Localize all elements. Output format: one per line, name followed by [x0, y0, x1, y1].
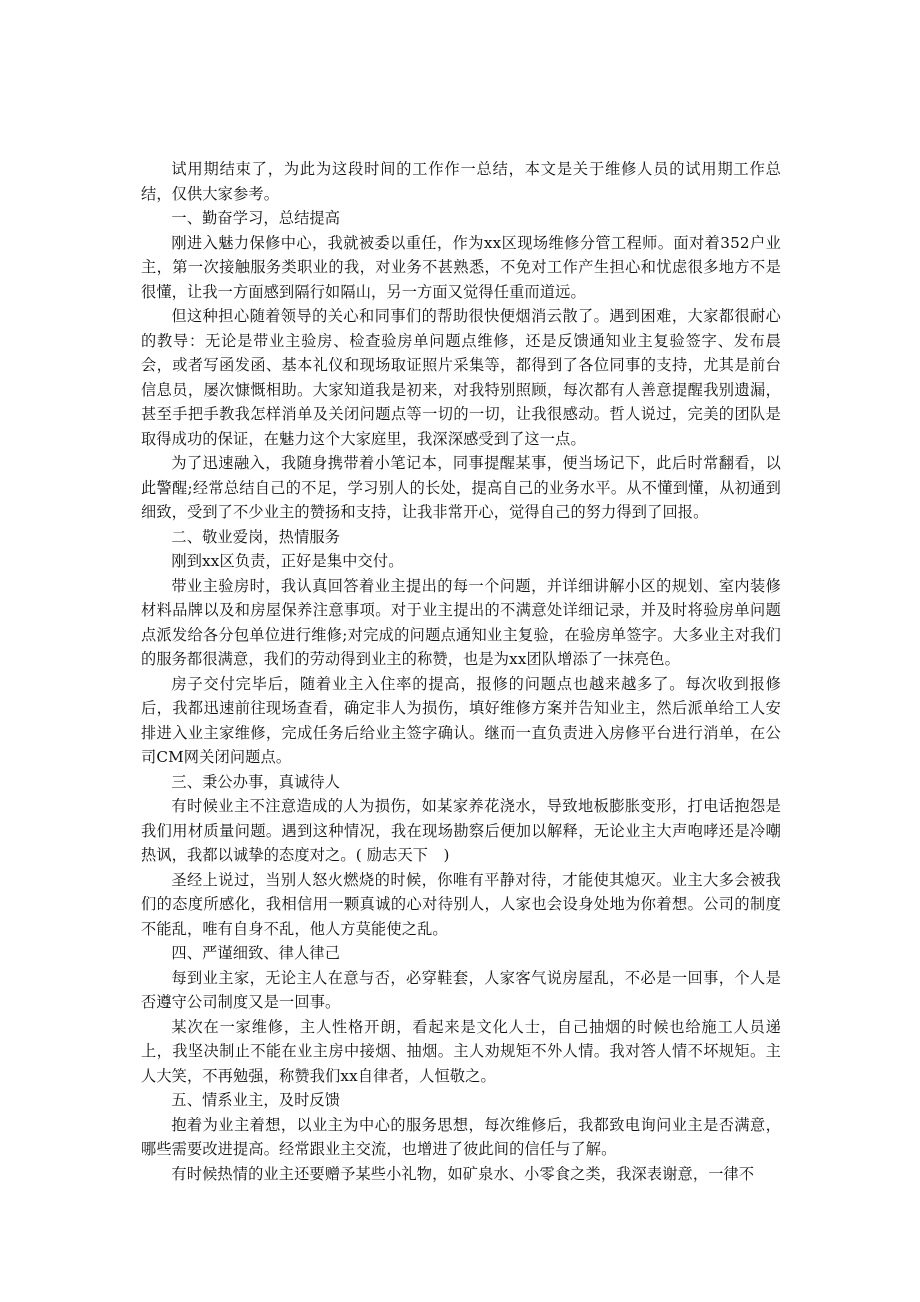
paragraph: 但这种担心随着领导的关心和同事们的帮助很快便烟消云散了。遇到困难，大家都很耐心的教导：无论是带业主验房、检查验房单问题点维修，还是反馈通知业主复验签字、发布晨会，或者写函发函、基本礼仪和现场取证照片采集等，都得到了各位同事的支持，尤其是前台信息员，屡次慷慨相助。大家知道我是初来，对我特别照顾，每次都有人善意提醒我别遗漏，甚至手把手教我怎样消单及关闭问题点等一切的一切，让我很感动。哲人说过，完美的团队是取得成功的保证，在魅力这个大家庭里，我深深感受到了这一点。	[141, 307, 781, 448]
section-heading-3: 三、秉公办事，真诚待人	[171, 772, 341, 791]
document-body	[141, 157, 781, 1186]
paragraph: 每到业主家，无论主人在意与否，必穿鞋套，人家客气说房屋乱，不必是一回事，个人是否遵守公司制度又是一回事。	[141, 968, 781, 1011]
paragraph: 有时候热情的业主还要赠予某些小礼物，如矿泉水、小零食之类，我深表谢意，一律不	[171, 1164, 755, 1183]
paragraph: 有时候业主不注意造成的人为损伤，如某家养花浇水，导致地板膨胀变形，打电话抱怨是我们用材质量问题。遇到这种情况，我在现场勘察后便加以解释，无论业主大声咆哮还是冷嘲热讽，我都以诚挚的态度对之。( 励志天下 )	[141, 797, 781, 864]
paragraph: 圣经上说过，当别人怒火燃烧的时候，你唯有平静对待，才能使其熄灭。业主大多会被我们的态度所感化，我相信用一颗真诚的心对待别人，人家也会设身处地为你着想。公司的制度不能乱，唯有自身不乱，他人方莫能使之乱。	[141, 870, 781, 938]
paragraph: 刚到xx区负责，正好是集中交付。	[171, 552, 404, 570]
intro-paragraph: 试用期结束了，为此为这段时间的工作作一总结，本文是关于维修人员的试用期工作总结，仅供大家参考。	[141, 160, 781, 203]
paragraph: 抱着为业主着想，以业主为中心的服务思想，每次维修后，我都致电询问业主是否满意，哪些需要改进提高。经常跟业主交流，也增进了彼此间的信任与了解。	[141, 1115, 781, 1158]
section-heading-5: 五、情系业主，及时反馈	[171, 1091, 341, 1109]
section-heading-1: 一、勤奋学习，总结提高	[171, 209, 341, 227]
paragraph: 刚进入魅力保修中心，我就被委以重任，作为xx区现场维修分管工程师。面对着352户业主，第一次接触服务类职业的我，对业务不甚熟悉，不免对工作产生担心和忧虑很多地方不是很懂，让我一方面感到隔行如隔山，另一方面又觉得任重而道远。	[141, 233, 781, 301]
paragraph: 带业主验房时，我认真回答着业主提出的每一个问题，并详细讲解小区的规划、室内装修材料品牌以及和房屋保养注意事项。对于业主提出的不满意处详细记录，并及时将验房单问题点派发给各分包单位进行维修;对完成的问题点通知业主复验，在验房单签字。大多业主对我们的服务都很满意，我们的劳动得到业主的称赞，也是为xx团队增添了一抹亮色。	[141, 576, 781, 668]
paragraph: 某次在一家维修，主人性格开朗，看起来是文化人士，自己抽烟的时候也给施工人员递上，我坚决制止不能在业主房中接烟、抽烟。主人劝规矩不外人情。我对答人情不坏规矩。主人大笑，不再勉强，称赞我们xx自律者，人恒敬之。	[141, 1017, 781, 1085]
paragraph: 房子交付完毕后，随着业主入住率的提高，报修的问题点也越来越多了。每次收到报修后，我都迅速前往现场查看，确定非人为损伤，填好维修方案并告知业主，然后派单给工人安排进入业主家维修，完成任务后给业主签字确认。继而一直负责进入房修平台进行消单，在公司CM网关闭问题点。	[141, 674, 781, 766]
section-heading-4: 四、严谨细致、律人律己	[171, 944, 341, 962]
section-heading-2: 二、敬业爱岗，热情服务	[171, 527, 341, 546]
paragraph: 为了迅速融入，我随身携带着小笔记本，同事提醒某事，便当场记下，此后时常翻看，以此警醒;经常总结自己的不足，学习别人的长处，提高自己的业务水平。从不懂到懂，从初通到细致，受到了不少业主的赞扬和支持，让我非常开心，觉得自己的努力得到了回报。	[141, 454, 781, 521]
